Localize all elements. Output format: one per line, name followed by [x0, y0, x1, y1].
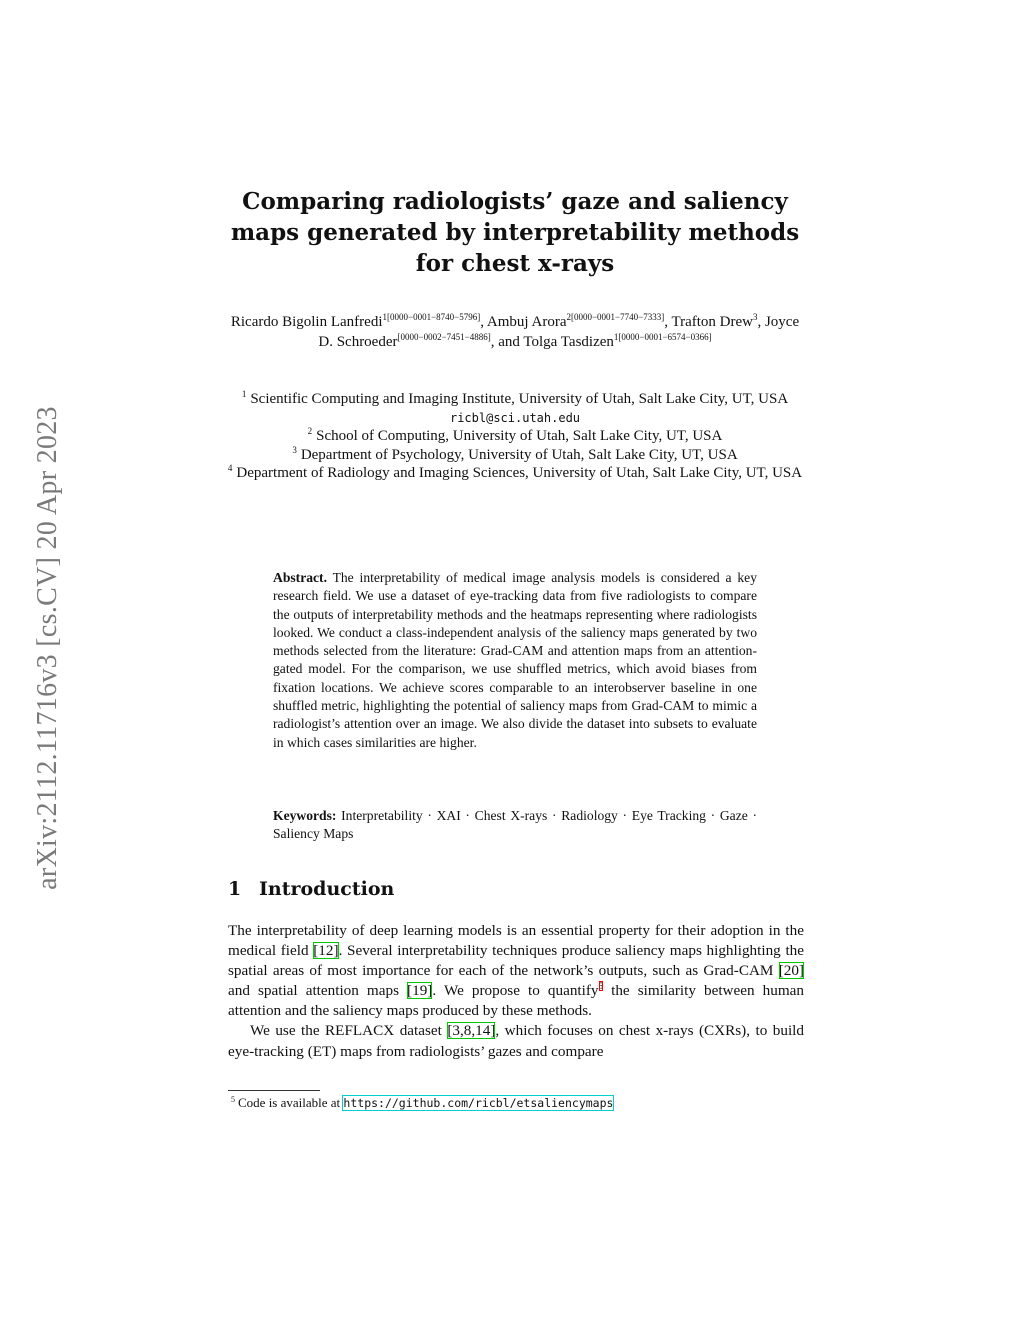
author-orcid: 1[0000−0001−8740−5796]	[382, 312, 481, 322]
author-orcid: 1[0000−0001−6574−0366]	[613, 332, 712, 342]
author-email: ricbl@sci.utah.edu	[449, 410, 581, 425]
citation-link[interactable]: [20]	[778, 962, 804, 980]
citation-link[interactable]: [12]	[313, 942, 339, 960]
abstract-text: The interpretability of medical image analysis models is considered a key research field. We use a dataset of eye-tracking data from five radiologists to compare the outputs of interpretability methods and the heatmaps representing where radiologists looked. We conduct a class-independent analysis of the saliency maps generated by two methods selected from the literature: Grad-CAM and attention maps from an attention-gated model. For the comparison, we use shuffled metrics, which avoid biases from fixation locations. We achieve scores comparable to an interobserver baseline in one shuffled metric, highlighting the potential of saliency maps from Grad-CAM to mimic a radiologist’s attention over an image. We also divide the dataset into subsets to evaluate in which cases similarities are higher.	[273, 570, 758, 750]
citation-link[interactable]: [3,8,14]	[447, 1022, 496, 1040]
author-affil-mark: 3	[752, 312, 758, 322]
affiliation-list	[225, 390, 805, 483]
paragraph-text: and spatial attention maps	[228, 982, 408, 1000]
footnote-number: 5	[231, 1095, 235, 1104]
author-orcid: [0000−0002−7451−4886]	[397, 332, 491, 342]
section-title: Introduction	[259, 878, 395, 900]
affiliation-text: School of Computing, University of Utah, Salt Lake City, UT, USA	[316, 428, 723, 444]
section-number: 1	[228, 878, 242, 900]
keywords-text: Interpretability · XAI · Chest X-rays · Radiology · Eye Tracking · Gaze · Saliency Maps	[273, 808, 757, 842]
arxiv-identifier-text: arXiv:2112.11716v3 [cs.CV] 20 Apr 2023	[32, 405, 63, 890]
paragraph-text: We use the REFLACX dataset	[250, 1022, 448, 1040]
arxiv-identifier-stamp	[30, 355, 66, 940]
footnote-rule	[228, 1090, 320, 1091]
paragraph-text: . Several interpretability techniques produce saliency maps highlighting the spatial areas of most importance for each of the network’s outputs, such as Grad-CAM	[228, 942, 805, 980]
paragraph-text: . We propose to quantify	[432, 982, 599, 1000]
affiliation-item	[225, 390, 805, 409]
author-name: , Ambuj Arora	[480, 314, 567, 330]
author-list	[230, 312, 800, 352]
keywords-label: Keywords:	[273, 808, 337, 823]
footnote	[228, 1095, 613, 1111]
author-name: , Joyce D. Schroeder	[318, 314, 800, 350]
paragraph	[228, 921, 804, 1021]
affiliation-item	[225, 464, 805, 483]
citation-link[interactable]: [19]	[407, 982, 433, 1000]
affiliation-text: Scientific Computing and Imaging Institute, University of Utah, Salt Lake City, UT, USA	[250, 391, 789, 407]
paragraph-text: the similarity between human attention and the saliency maps produced by these methods.	[228, 982, 805, 1020]
affiliation-item	[225, 427, 805, 446]
affiliation-text: Department of Psychology, University of Utah, Salt Lake City, UT, USA	[300, 446, 738, 463]
paragraph-text: The interpretability of deep learning models is an essential property for their adoption in the medical field	[228, 922, 804, 960]
footnote-text: Code is available at	[238, 1095, 344, 1110]
section-heading	[228, 878, 394, 900]
affiliation-number: 4	[227, 463, 233, 473]
affiliation-number: 3	[292, 444, 297, 455]
paper-title: Comparing radiologists’ gaze and saliency maps generated by interpretability methods for chest x-rays	[230, 188, 800, 277]
author-orcid: 2[0000−0001−7740−7333]	[566, 312, 665, 322]
affiliation-item	[225, 446, 805, 465]
keywords	[273, 807, 757, 844]
author-name: , Trafton Drew	[664, 314, 753, 330]
abstract	[273, 569, 757, 752]
author-name: Ricardo Bigolin Lanfredi	[230, 314, 383, 330]
author-name: , and Tolga Tasdizen	[490, 334, 614, 350]
affiliation-number: 2	[307, 426, 313, 436]
footnote-link[interactable]: 5	[598, 981, 604, 992]
affiliation-text: Department of Radiology and Imaging Sciences, University of Utah, Salt Lake City, UT, USA	[236, 465, 803, 481]
body-text	[228, 921, 804, 1062]
affiliation-number: 1	[241, 389, 247, 399]
paragraph-text: , which focuses on chest x-rays (CXRs), to build eye-tracking (ET) maps from radiologists’ gazes and compare	[228, 1022, 804, 1060]
abstract-label: Abstract.	[273, 570, 327, 585]
code-url-link[interactable]: https://github.com/ricbl/etsaliencymaps	[343, 1096, 614, 1110]
paragraph	[228, 1021, 804, 1061]
